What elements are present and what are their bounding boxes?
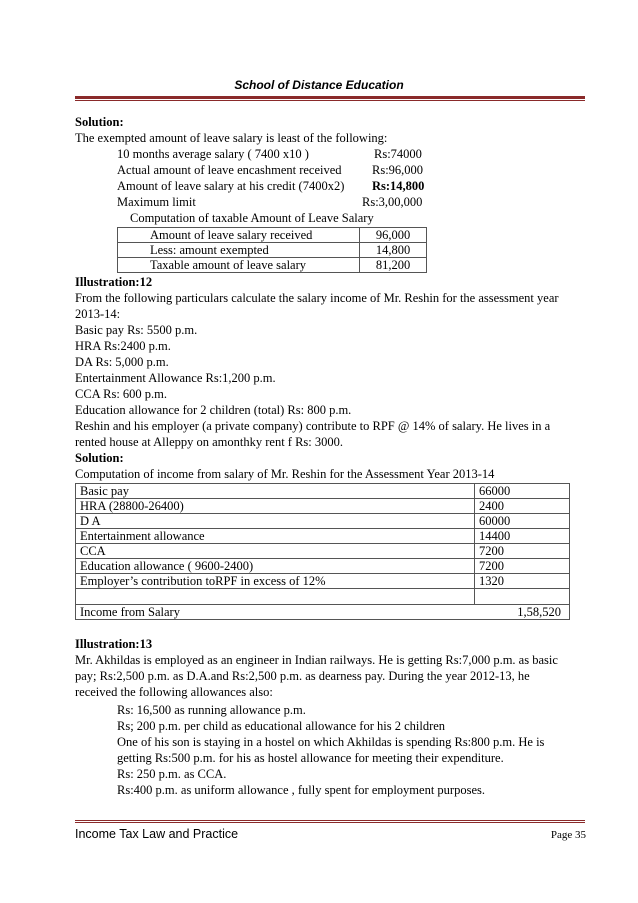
table-cell-label: Education allowance ( 9600-2400) [76,559,475,574]
table-row [76,514,570,529]
table-cell-value: 14400 [475,529,570,544]
table-cell-label: Taxable amount of leave salary [118,258,360,273]
leave-salary-table [117,227,427,273]
table-row [76,499,570,514]
table-row [76,574,570,589]
table-row [76,484,570,499]
illustration-12-para: 2013-14: [75,307,121,321]
allowance-item: One of his son is staying in a hostel on which Akhildas is spending Rs:800 p.m. He is [117,735,545,749]
table-cell-value: 60000 [475,514,570,529]
particular-item: DA Rs: 5,000 p.m. [75,355,169,369]
salary-income-table [75,483,570,620]
illustration-12-para: Reshin and his employer (a private company) contribute to RPF @ 14% of salary. He lives in a [75,419,551,433]
table-row [118,243,427,258]
illustration-12-para: From the following particulars calculate the salary income of Mr. Reshin for the assessment year [75,291,559,305]
page-header-title: School of Distance Education [234,78,404,92]
illustration-13-para: pay; Rs:2,500 p.m. as D.A.and Rs:2,500 p.m. as dearness pay. During the year 2012-13, he [75,669,530,683]
particular-item: Entertainment Allowance Rs:1,200 p.m. [75,371,276,385]
computation-title: Computation of income from salary of Mr. Reshin for the Assessment Year 2013-14 [75,467,495,481]
exempt-item-label: Maximum limit [117,195,196,209]
illustration-13-heading: Illustration:13 [75,637,153,651]
allowance-item: Rs; 200 p.m. per child as educational allowance for his 2 children [117,719,446,733]
exempt-item-label: Actual amount of leave encashment received [117,163,342,177]
illustration-13-para: Mr. Akhildas is employed as an engineer in Indian railways. He is getting Rs:7,000 p.m. as basic [75,653,558,667]
illustration-12-para: rented house at Alleppy on amonthky rent f Rs: 3000. [75,435,344,449]
table-cell-label: Less: amount exempted [118,243,360,258]
table-cell-label: Basic pay [76,484,475,499]
table-cell-value: 66000 [475,484,570,499]
footer-rule-thin [75,820,585,821]
table-cell-value: 14,800 [360,243,427,258]
table-cell-label: HRA (28800-26400) [76,499,475,514]
header-rule-thick [75,96,585,99]
table-row [118,258,427,273]
table-row-empty [76,589,570,605]
table-cell-label: D A [76,514,475,529]
allowance-item: Rs: 16,500 as running allowance p.m. [117,703,306,717]
exempt-item-label: Amount of leave salary at his credit (7400x2) [117,179,345,193]
total-value: 1,58,520 [517,605,561,619]
table-cell-value: 96,000 [360,228,427,243]
solution-heading: Solution: [75,115,124,129]
particular-item: CCA Rs: 600 p.m. [75,387,168,401]
particular-item: Education allowance for 2 children (total) Rs: 800 p.m. [75,403,352,417]
allowance-item: getting Rs:500 p.m. for his as hostel allowance for meeting their expenditure. [117,751,504,765]
exempt-item-value: Rs:14,800 [372,179,425,193]
table-row [76,544,570,559]
illustration-13-para: received the following allowances also: [75,685,273,699]
footer-rule-thin [75,822,585,823]
allowance-item: Rs: 250 p.m. as CCA. [117,767,227,781]
table-cell-label [76,589,475,605]
header-rule-thin [75,100,585,101]
exempt-item-value: Rs:3,00,000 [362,195,423,209]
table-cell-value [475,589,570,605]
illustration-12-heading: Illustration:12 [75,275,153,289]
allowance-item: Rs:400 p.m. as uniform allowance , fully spent for employment purposes. [117,783,485,797]
particular-item: HRA Rs:2400 p.m. [75,339,171,353]
solution-intro: The exempted amount of leave salary is least of the following: [75,131,388,145]
solution-heading: Solution: [75,451,124,465]
total-label: Income from Salary [80,605,180,619]
exempt-item-label: 10 months average salary ( 7400 x10 ) [117,147,309,161]
footer-page-number: Page 35 [550,829,586,841]
computation-title: Computation of taxable Amount of Leave Salary [130,211,374,225]
table-row-total [76,605,570,620]
table-cell-value: 81,200 [360,258,427,273]
table-cell-label: Entertainment allowance [76,529,475,544]
table-cell-value: 2400 [475,499,570,514]
exempt-item-value: Rs:96,000 [372,163,424,177]
table-cell-value: 7200 [475,559,570,574]
footer-book-title: Income Tax Law and Practice [75,827,239,841]
table-row [76,529,570,544]
table-cell-label: CCA [76,544,475,559]
exempt-item-value: Rs:74000 [374,147,422,161]
table-cell-value: 7200 [475,544,570,559]
table-cell-label: Employer’s contribution toRPF in excess of 12% [76,574,475,589]
total-row-cell [76,605,570,620]
particular-item: Basic pay Rs: 5500 p.m. [75,323,198,337]
table-cell-label: Amount of leave salary received [118,228,360,243]
table-row [76,559,570,574]
table-cell-value: 1320 [475,574,570,589]
table-row [118,228,427,243]
